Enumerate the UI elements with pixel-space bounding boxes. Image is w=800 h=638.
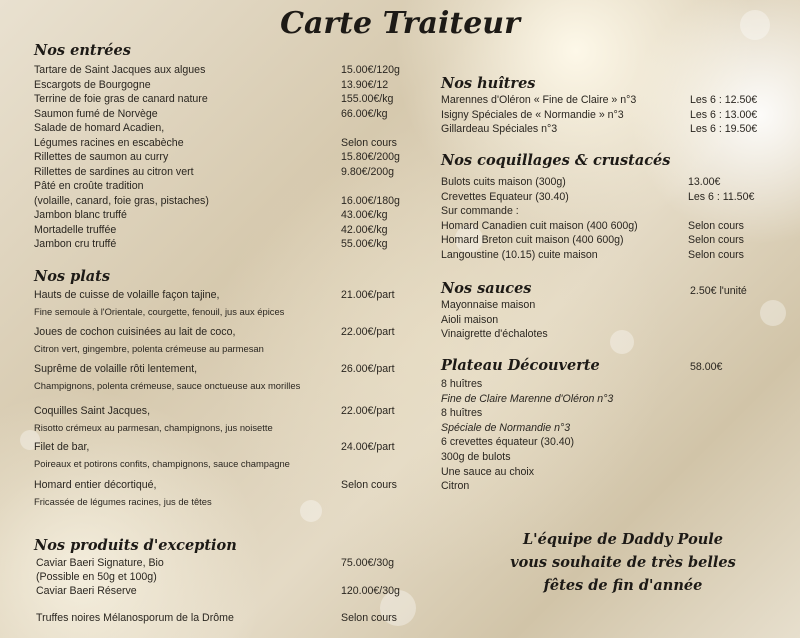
huitre-name: Gillardeau Spéciales n°3: [441, 123, 558, 135]
coquillage-name: Sur commande :: [441, 205, 519, 217]
coquillage-name: Bulots cuits maison (300g): [441, 176, 566, 188]
exception-name: Caviar Baeri Signature, Bio: [36, 557, 164, 569]
plat-description: Champignons, polenta crémeuse, sauce onctueuse aux morilles: [34, 380, 301, 391]
coquillage-name: Homard Breton cuit maison (400 600g): [441, 234, 624, 246]
plat-price: 21.00€/part: [341, 289, 395, 301]
section-heading-huitres: Nos huîtres: [441, 75, 536, 92]
plat-price: 22.00€/part: [341, 405, 395, 417]
coquillage-name: Crevettes Equateur (30.40): [441, 190, 569, 203]
plateau-price: 58.00€: [690, 361, 723, 373]
entree-price: Selon cours: [341, 136, 397, 149]
entree-name: Mortadelle truffée: [34, 223, 117, 236]
plateau-item: 8 huîtres: [441, 407, 483, 420]
plat-description: Fine semoule à l'Orientale, courgette, fenouil, jus aux épices: [34, 306, 285, 317]
closing-line-2: vous souhaite de très belles: [510, 554, 736, 571]
plat-name: Suprême de volaille rôti lentement,: [34, 363, 198, 375]
closing-line-1: L'équipe de Daddy Poule: [522, 531, 724, 548]
entree-price: 155.00€/kg: [341, 93, 394, 105]
plat-description: Risotto crémeux au parmesan, champignons, jus noisette: [34, 422, 273, 433]
plat-description: Poireaux et potirons confits, champignons, sauce champagne: [34, 458, 290, 469]
entree-name: Jambon blanc truffé: [34, 209, 127, 221]
section-heading-sauces: Nos sauces: [441, 280, 532, 297]
huitre-price: Les 6 : 13.00€: [690, 108, 758, 121]
exception-name: (Possible en 50g et 100g): [36, 571, 157, 583]
entree-name: Rillettes de saumon au curry: [34, 151, 169, 163]
coquillage-price: Les 6 : 11.50€: [688, 190, 755, 203]
section-heading-plats: Nos plats: [34, 268, 111, 285]
plat-name: Filet de bar,: [34, 441, 90, 453]
coquillage-price: Selon cours: [688, 234, 744, 246]
huitre-name: Marennes d'Oléron « Fine de Claire » n°3: [441, 94, 637, 106]
plateau-item: 6 crevettes équateur (30.40): [441, 436, 575, 449]
entree-price: 66.00€/kg: [341, 107, 388, 120]
section-heading-coquillages: Nos coquillages & crustacés: [441, 152, 671, 169]
plateau-item: 300g de bulots: [441, 451, 511, 463]
bokeh-light: [610, 330, 634, 354]
plat-name: Homard entier décortiqué,: [34, 479, 157, 491]
exception-price: 120.00€/30g: [341, 585, 400, 597]
bokeh-light: [760, 300, 786, 326]
coquillage-name: Langoustine (10.15) cuite maison: [441, 248, 598, 261]
entree-name: Jambon cru truffé: [34, 238, 117, 250]
plat-description: Citron vert, gingembre, polenta crémeuse au parmesan: [34, 343, 264, 354]
plat-name: Joues de cochon cuisinées au lait de coco,: [34, 326, 236, 338]
entree-name: Pâté en croûte tradition: [34, 180, 144, 192]
plateau-item: Une sauce au choix: [441, 465, 535, 478]
closing-line-3: fêtes de fin d'année: [543, 577, 703, 594]
entree-name: Tartare de Saint Jacques aux algues: [34, 64, 206, 76]
sauce-item: Vinaigrette d'échalotes: [441, 328, 548, 340]
huitre-price: Les 6 : 19.50€: [690, 123, 758, 135]
entree-price: 15.00€/120g: [341, 64, 400, 76]
sauce-item: Mayonnaise maison: [441, 299, 536, 311]
entree-name: Légumes racines en escabèche: [34, 136, 184, 149]
plateau-item: 8 huîtres: [441, 378, 483, 390]
entree-price: 42.00€/kg: [341, 223, 388, 236]
entree-name: Terrine de foie gras de canard nature: [34, 93, 208, 105]
entree-name: Escargots de Bourgogne: [34, 78, 151, 91]
entree-name: (volaille, canard, foie gras, pistaches): [34, 194, 209, 207]
page-title: Carte Traiteur: [280, 6, 520, 41]
section-heading-plateau: Plateau Découverte: [441, 357, 600, 374]
exception-price: Selon cours: [341, 612, 397, 624]
plateau-item: Fine de Claire Marenne d'Oléron n°3: [441, 392, 614, 405]
sauces-price: 2.50€ l'unité: [690, 285, 747, 297]
plat-price: Selon cours: [341, 479, 397, 491]
entree-name: Rillettes de sardines au citron vert: [34, 165, 194, 178]
plat-description: Fricassée de légumes racines, jus de têtes: [34, 496, 212, 507]
coquillage-price: Selon cours: [688, 248, 744, 261]
entree-price: 55.00€/kg: [341, 238, 388, 250]
bokeh-light: [300, 500, 322, 522]
plateau-item: Spéciale de Normandie n°3: [441, 421, 571, 434]
entree-price: 13.90€/12: [341, 78, 389, 91]
huitre-price: Les 6 : 12.50€: [690, 94, 758, 106]
entree-name: Salade de homard Acadien,: [34, 122, 165, 134]
entree-name: Saumon fumé de Norvège: [34, 107, 158, 120]
plat-price: 26.00€/part: [341, 363, 395, 375]
exception-name: Truffes noires Mélanosporum de la Drôme: [36, 612, 234, 624]
entree-price: 16.00€/180g: [341, 194, 400, 207]
closing-message: [488, 528, 758, 597]
plat-name: Coquilles Saint Jacques,: [34, 405, 151, 417]
plat-price: 22.00€/part: [341, 326, 395, 338]
plat-price: 24.00€/part: [341, 441, 395, 453]
plat-name: Hauts de cuisse de volaille façon tajine,: [34, 289, 220, 301]
coquillage-price: Selon cours: [688, 219, 744, 232]
exception-name: Caviar Baeri Réserve: [36, 585, 137, 597]
entree-price: 9.80€/200g: [341, 165, 395, 178]
coquillage-name: Homard Canadien cuit maison (400 600g): [441, 219, 638, 232]
huitre-name: Isigny Spéciales de « Normandie » n°3: [441, 108, 624, 121]
entree-price: 15.80€/200g: [341, 151, 400, 163]
plateau-item: Citron: [441, 480, 470, 493]
coquillage-price: 13.00€: [688, 176, 721, 188]
section-heading-entrees: Nos entrées: [34, 42, 131, 59]
entree-price: 43.00€/kg: [341, 209, 388, 221]
exception-price: 75.00€/30g: [341, 557, 395, 569]
section-heading-exception: Nos produits d'exception: [34, 537, 237, 554]
sauce-item: Aioli maison: [441, 313, 499, 326]
